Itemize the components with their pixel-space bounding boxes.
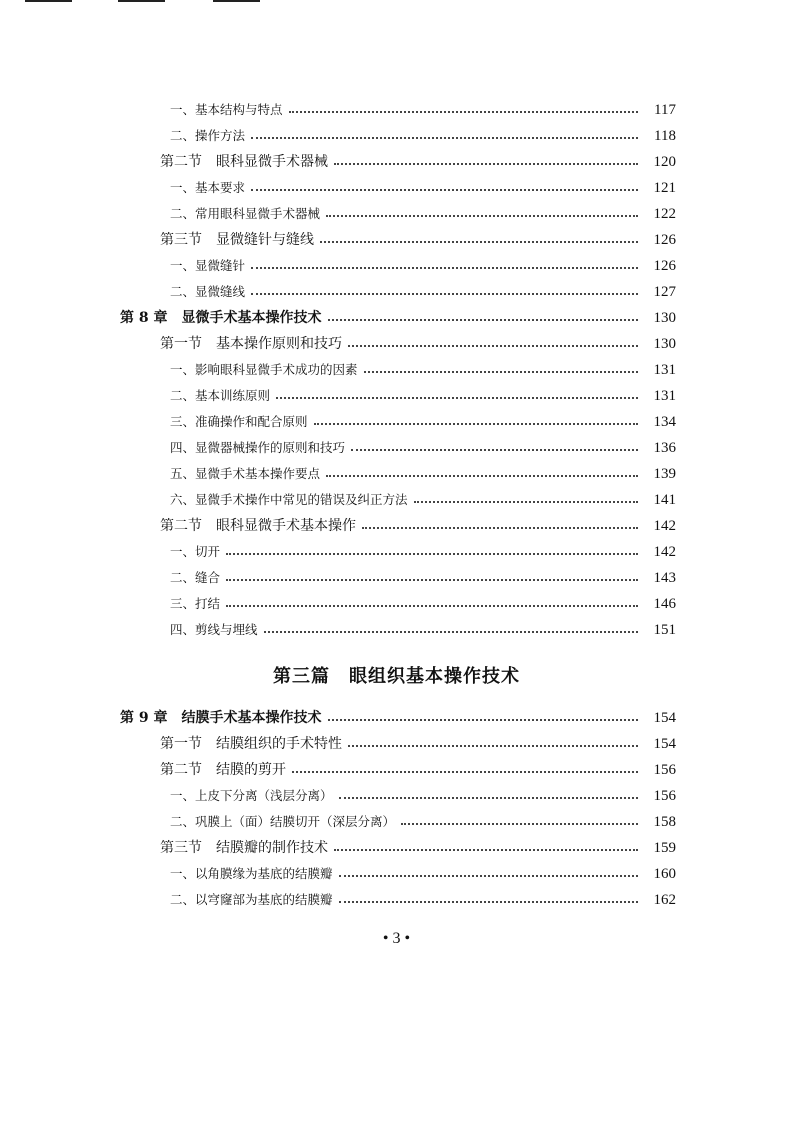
toc-entry-page: 130	[653, 336, 676, 352]
toc-entry-page: 141	[653, 492, 676, 508]
toc-entry-page: 131	[653, 362, 676, 378]
dot-leader	[251, 267, 638, 269]
toc-entry-section[interactable]	[120, 513, 676, 539]
toc-entry-page: 142	[653, 544, 676, 560]
toc-entry-title: 一、基本要求	[170, 180, 246, 195]
dot-leader	[328, 319, 639, 321]
toc-entry-title: 二、巩膜上（面）结膜切开（深层分离）	[170, 814, 396, 829]
dot-leader	[292, 771, 638, 773]
toc-entry-section[interactable]	[120, 331, 676, 357]
scan-mark	[25, 0, 72, 2]
dot-leader	[326, 475, 638, 477]
toc-entry-title: 三、准确操作和配合原则	[170, 414, 308, 429]
toc-entry-section[interactable]	[120, 731, 676, 757]
dot-leader	[339, 901, 638, 903]
toc-entry-title: 第一节 基本操作原则和技巧	[160, 336, 342, 352]
dot-leader	[289, 111, 638, 113]
toc-entry-title: 二、以穹窿部为基底的结膜瓣	[170, 892, 333, 907]
toc-entry-item[interactable]	[120, 887, 676, 913]
toc-entry-page: 122	[653, 206, 676, 222]
dot-leader	[364, 371, 638, 373]
toc-entry-page: 126	[653, 258, 676, 274]
toc-entry-title: 六、显微手术操作中常见的错误及纠正方法	[170, 492, 408, 507]
table-of-contents-part-2	[120, 705, 676, 913]
toc-entry-title: 五、显微手术基本操作要点	[170, 466, 321, 481]
toc-entry-title: 第一节 结膜组织的手术特性	[160, 736, 342, 752]
dot-leader	[226, 579, 638, 581]
toc-entry-item[interactable]	[120, 383, 676, 409]
part-title: 第三篇 眼组织基本操作技术	[273, 666, 520, 687]
toc-entry-page: 158	[653, 814, 676, 830]
toc-entry-item[interactable]	[120, 279, 676, 305]
toc-entry-section[interactable]	[120, 835, 676, 861]
dot-leader	[328, 719, 639, 721]
toc-entry-item[interactable]	[120, 435, 676, 461]
toc-entry-item[interactable]	[120, 409, 676, 435]
toc-entry-title: 第二节 眼科显微手术基本操作	[160, 518, 356, 534]
toc-entry-page: 117	[654, 102, 676, 118]
toc-entry-title: 二、显微缝线	[170, 284, 246, 299]
toc-entry-title: 一、显微缝针	[170, 258, 246, 273]
toc-entry-page: 139	[653, 466, 676, 482]
toc-entry-item[interactable]	[120, 253, 676, 279]
toc-entry-chapter[interactable]	[120, 305, 676, 331]
toc-entry-page: 127	[653, 284, 676, 300]
toc-entry-item[interactable]	[120, 783, 676, 809]
scan-mark	[213, 0, 260, 2]
toc-entry-section[interactable]	[120, 227, 676, 253]
toc-entry-page: 160	[653, 866, 676, 882]
toc-entry-page: 156	[653, 762, 676, 778]
dot-leader	[334, 849, 638, 851]
toc-entry-title: 第三节 显微缝针与缝线	[160, 232, 314, 248]
toc-entry-item[interactable]	[120, 487, 676, 513]
toc-entry-page: 130	[653, 310, 676, 326]
toc-entry-page: 120	[653, 154, 676, 170]
dot-leader	[348, 745, 638, 747]
toc-entry-title: 三、打结	[170, 596, 221, 611]
toc-entry-title: 第三节 结膜瓣的制作技术	[160, 840, 328, 856]
toc-entry-page: 136	[653, 440, 676, 456]
toc-entry-page: 159	[653, 840, 676, 856]
toc-entry-title: 一、切开	[170, 544, 221, 559]
toc-entry-page: 134	[653, 414, 676, 430]
dot-leader	[334, 163, 638, 165]
toc-entry-title: 第 8 章 显微手术基本操作技术	[120, 310, 322, 326]
toc-entry-page: 121	[653, 180, 676, 196]
toc-entry-item[interactable]	[120, 461, 676, 487]
dot-leader	[226, 605, 638, 607]
toc-entry-page: 162	[653, 892, 676, 908]
toc-entry-title: 二、常用眼科显微手术器械	[170, 206, 321, 221]
toc-entry-page: 118	[654, 128, 676, 144]
toc-entry-title: 一、以角膜缘为基底的结膜瓣	[170, 866, 333, 881]
toc-entry-chapter[interactable]	[120, 705, 676, 731]
toc-entry-page: 146	[653, 596, 676, 612]
dot-leader	[414, 501, 638, 503]
dot-leader	[251, 293, 638, 295]
dot-leader	[326, 215, 638, 217]
toc-entry-page: 143	[653, 570, 676, 586]
toc-entry-page: 156	[653, 788, 676, 804]
toc-entry-item[interactable]	[120, 357, 676, 383]
dot-leader	[351, 449, 638, 451]
toc-entry-title: 二、基本训练原则	[170, 388, 271, 403]
dot-leader	[362, 527, 638, 529]
toc-entry-item[interactable]	[120, 201, 676, 227]
dot-leader	[226, 553, 638, 555]
dot-leader	[348, 345, 638, 347]
toc-entry-title: 第二节 眼科显微手术器械	[160, 154, 328, 170]
dot-leader	[401, 823, 638, 825]
dot-leader	[251, 189, 638, 191]
toc-entry-section[interactable]	[120, 757, 676, 783]
table-of-contents-part-1	[120, 97, 676, 643]
dot-leader	[314, 423, 638, 425]
dot-leader	[264, 631, 638, 633]
toc-entry-title: 第 9 章 结膜手术基本操作技术	[120, 710, 322, 726]
toc-entry-title: 四、显微器械操作的原则和技巧	[170, 440, 346, 455]
toc-entry-page: 131	[653, 388, 676, 404]
toc-entry-section[interactable]	[120, 149, 676, 175]
dot-leader	[320, 241, 638, 243]
dot-leader	[251, 137, 638, 139]
toc-entry-page: 154	[653, 736, 676, 752]
page-number: • 3 •	[382, 930, 411, 947]
toc-entry-item[interactable]	[120, 809, 676, 835]
dot-leader	[276, 397, 638, 399]
toc-entry-item[interactable]	[120, 591, 676, 617]
toc-entry-title: 一、影响眼科显微手术成功的因素	[170, 362, 358, 377]
toc-entry-page: 154	[653, 710, 676, 726]
toc-entry-page: 126	[653, 232, 676, 248]
toc-entry-item[interactable]	[120, 97, 676, 123]
toc-entry-page: 151	[653, 622, 676, 638]
dot-leader	[339, 875, 638, 877]
toc-entry-title: 二、缝合	[170, 570, 221, 585]
toc-entry-item[interactable]	[120, 861, 676, 887]
toc-entry-title: 二、操作方法	[170, 128, 246, 143]
toc-entry-page: 142	[653, 518, 676, 534]
toc-entry-title: 一、上皮下分离（浅层分离）	[170, 788, 333, 803]
toc-entry-item[interactable]	[120, 539, 676, 565]
toc-entry-item[interactable]	[120, 617, 676, 643]
scan-mark	[118, 0, 165, 2]
dot-leader	[339, 797, 638, 799]
toc-entry-item[interactable]	[120, 565, 676, 591]
toc-entry-title: 四、剪线与埋线	[170, 622, 258, 637]
toc-entry-item[interactable]	[120, 175, 676, 201]
toc-entry-item[interactable]	[120, 123, 676, 149]
toc-entry-title: 一、基本结构与特点	[170, 102, 283, 117]
toc-entry-title: 第二节 结膜的剪开	[160, 762, 286, 778]
